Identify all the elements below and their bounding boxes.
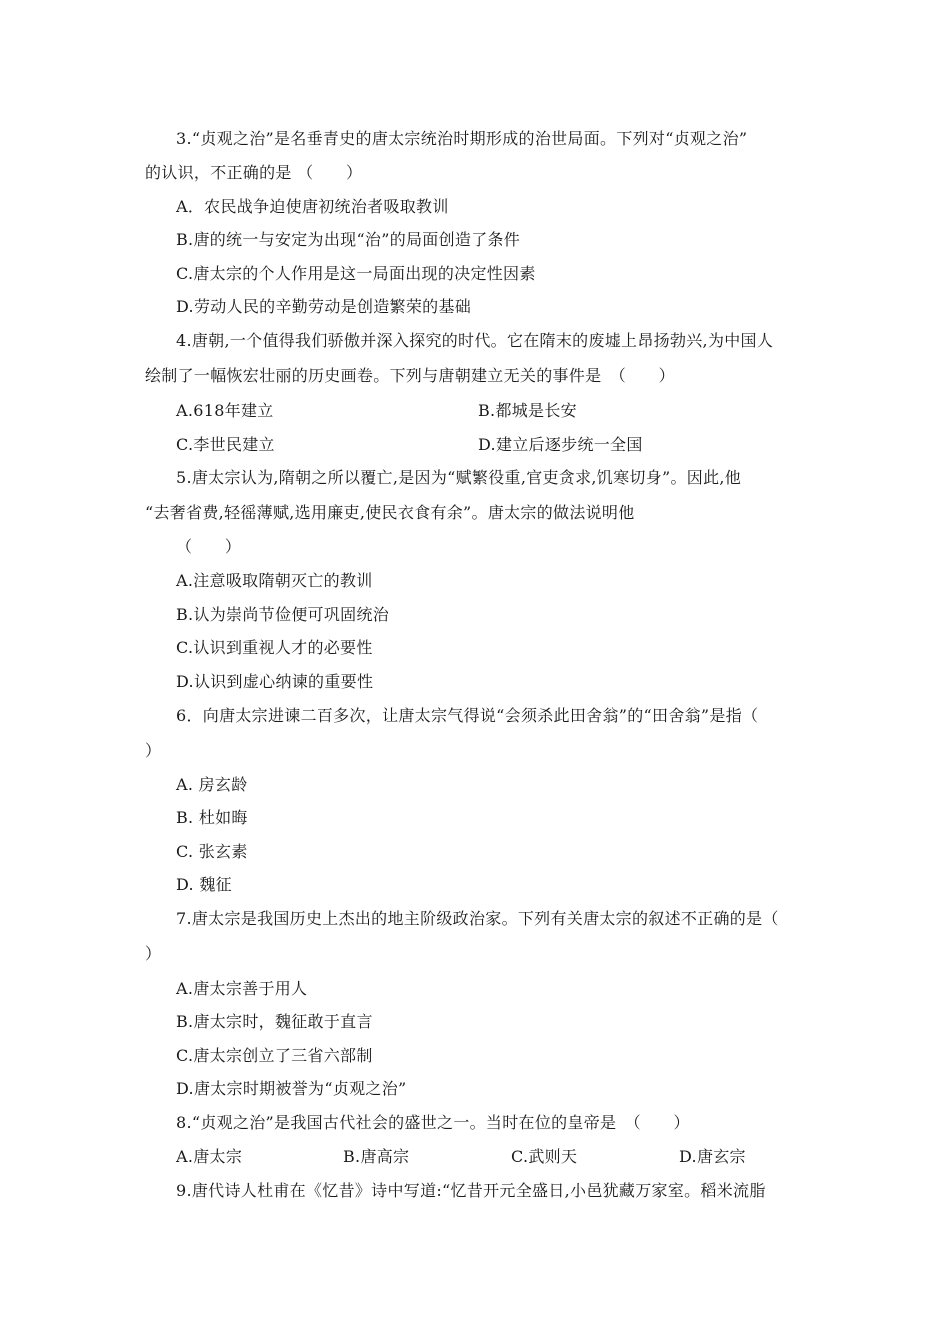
q6-option-c: C. 张玄素 — [176, 842, 248, 861]
q3-option-a: A．农民战争迫使唐初统治者吸取教训 — [176, 197, 449, 216]
q6-stem-line-2: ） — [145, 741, 162, 760]
q7-option-d: D.唐太宗时期被誉为“贞观之治” — [176, 1079, 407, 1098]
q6-option-a: A. 房玄龄 — [176, 775, 248, 794]
q3-option-d: D.劳动人民的辛勤劳动是创造繁荣的基础 — [176, 297, 472, 316]
q7-stem-line-2: ） — [145, 944, 162, 963]
q3-stem-line-2: 的认识，不正确的是 （ ） — [145, 163, 363, 182]
q7-stem-line-1: 7.唐太宗是我国历史上杰出的地主阶级政治家。下列有关唐太宗的叙述不正确的是（ — [176, 909, 779, 928]
q4-option-b: B.都城是长安 — [478, 401, 577, 420]
q8-option-a: A.唐太宗 — [176, 1147, 243, 1166]
q8-option-b: B.唐高宗 — [343, 1147, 410, 1166]
q9-stem-line-1: 9.唐代诗人杜甫在《忆昔》诗中写道:“忆昔开元全盛日,小邑犹藏万家室。稻米流脂 — [176, 1181, 766, 1200]
q7-option-a: A.唐太宗善于用人 — [176, 979, 308, 998]
q8-stem-line-1: 8.“贞观之治”是我国古代社会的盛世之一。当时在位的皇帝是 （ ） — [176, 1113, 690, 1132]
q5-option-d: D.认识到虚心纳谏的重要性 — [176, 672, 374, 691]
q3-option-c: C.唐太宗的个人作用是这一局面出现的决定性因素 — [176, 264, 536, 283]
q4-option-d: D.建立后逐步统一全国 — [478, 435, 643, 454]
q5-option-c: C.认识到重视人才的必要性 — [176, 638, 373, 657]
q6-option-b: B. 杜如晦 — [176, 808, 248, 827]
q5-option-a: A.注意吸取隋朝灭亡的教训 — [176, 571, 373, 590]
q5-option-b: B.认为崇尚节俭便可巩固统治 — [176, 605, 390, 624]
q6-option-d: D. 魏征 — [176, 875, 232, 894]
q5-stem-line-1: 5.唐太宗认为,隋朝之所以覆亡,是因为“赋繁役重,官吏贪求,饥寒切身”。因此,他 — [176, 468, 742, 487]
q4-stem-line-2: 绘制了一幅恢宏壮丽的历史画卷。下列与唐朝建立无关的事件是 （ ） — [145, 366, 675, 385]
q3-option-b: B.唐的统一与安定为出现“治”的局面创造了条件 — [176, 230, 521, 249]
q8-option-d: D.唐玄宗 — [679, 1147, 746, 1166]
q3-stem-line-1: 3.“贞观之治”是名垂青史的唐太宗统治时期形成的治世局面。下列对“贞观之治” — [176, 129, 748, 148]
q4-option-a: A.618年建立 — [176, 401, 274, 420]
q7-option-c: C.唐太宗创立了三省六部制 — [176, 1046, 373, 1065]
q5-stem-line-2: “去奢省费,轻徭薄赋,选用廉吏,使民衣食有余”。唐太宗的做法说明他 — [145, 503, 635, 522]
q4-option-c: C.李世民建立 — [176, 435, 275, 454]
q5-stem-line-3: （ ） — [176, 537, 242, 556]
q6-stem-line-1: 6．向唐太宗进谏二百多次，让唐太宗气得说“会须杀此田舍翁”的“田舍翁”是指（ — [176, 706, 759, 725]
q8-option-c: C.武则天 — [511, 1147, 578, 1166]
q4-stem-line-1: 4.唐朝,一个值得我们骄傲并深入探究的时代。它在隋末的废墟上昂扬勃兴,为中国人 — [176, 331, 774, 350]
q7-option-b: B.唐太宗时，魏征敢于直言 — [176, 1012, 373, 1031]
